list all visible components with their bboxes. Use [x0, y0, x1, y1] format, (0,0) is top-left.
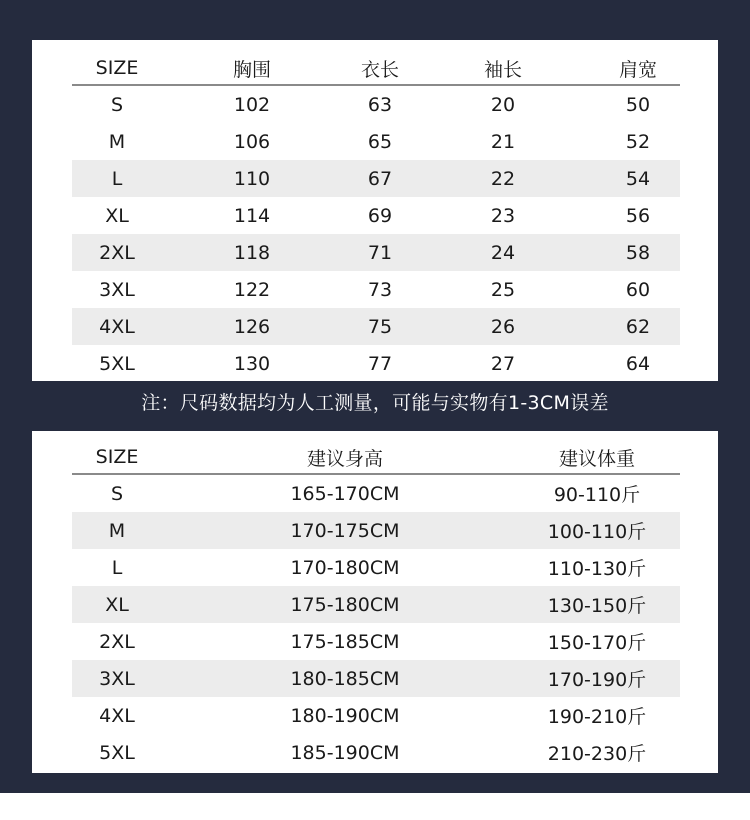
table-row — [72, 697, 680, 734]
fit-recommendation-table — [72, 441, 680, 771]
header-size: SIZE — [95, 57, 139, 79]
cell-size: 4XL — [99, 704, 135, 727]
cell-weight: 210-230斤 — [547, 743, 647, 765]
cell-height: 180-185CM — [290, 667, 400, 690]
cell-size: M — [108, 519, 126, 542]
cell-size: L — [111, 556, 123, 579]
cell-size: 5XL — [99, 741, 135, 764]
cell-shoulder: 52 — [625, 130, 651, 153]
table-row — [72, 475, 680, 512]
cell-weight: 100-110斤 — [547, 521, 647, 543]
cell-length: 69 — [367, 204, 393, 227]
cell-size: XL — [105, 593, 129, 616]
cell-height: 180-190CM — [290, 704, 400, 727]
cell-size: XL — [105, 204, 129, 227]
cell-size: M — [108, 130, 126, 153]
table-row — [72, 123, 680, 160]
cell-length: 65 — [367, 130, 393, 153]
cell-weight: 130-150斤 — [547, 595, 647, 617]
cell-sleeve: 22 — [490, 167, 516, 190]
cell-length: 63 — [367, 93, 393, 116]
cell-sleeve: 20 — [490, 93, 516, 116]
cell-height: 165-170CM — [290, 482, 400, 505]
cell-chest: 102 — [233, 93, 271, 116]
cell-chest: 114 — [233, 204, 271, 227]
table-row — [72, 660, 680, 697]
table-row — [72, 86, 680, 123]
header-sleeve: 袖长 — [483, 58, 522, 81]
table-row — [72, 734, 680, 771]
cell-length: 71 — [367, 241, 393, 264]
measurement-note: 注：尺码数据均为人工测量，可能与实物有1-3CM误差 — [141, 392, 609, 414]
table-row — [72, 345, 680, 382]
cell-chest: 122 — [233, 278, 271, 301]
table-header — [72, 441, 680, 475]
cell-chest: 110 — [233, 167, 271, 190]
cell-shoulder: 50 — [625, 93, 651, 116]
cell-sleeve: 26 — [490, 315, 516, 338]
cell-length: 77 — [367, 352, 393, 375]
cell-height: 170-180CM — [290, 556, 400, 579]
header-length: 衣长 — [360, 58, 399, 81]
cell-weight: 170-190斤 — [547, 669, 647, 691]
table-row — [72, 271, 680, 308]
cell-height: 170-175CM — [290, 519, 400, 542]
header-shoulder: 肩宽 — [618, 58, 657, 81]
cell-sleeve: 27 — [490, 352, 516, 375]
cell-shoulder: 58 — [625, 241, 651, 264]
header-height: 建议身高 — [306, 447, 383, 470]
cell-size: 3XL — [99, 667, 135, 690]
cell-height: 175-180CM — [290, 593, 400, 616]
cell-size: S — [110, 93, 124, 116]
cell-height: 185-190CM — [290, 741, 400, 764]
table-row — [72, 623, 680, 660]
cell-sleeve: 24 — [490, 241, 516, 264]
cell-size: S — [110, 482, 124, 505]
table-row — [72, 308, 680, 345]
header-weight: 建议体重 — [558, 447, 635, 470]
cell-chest: 130 — [233, 352, 271, 375]
cell-weight: 150-170斤 — [547, 632, 647, 654]
table-row — [72, 549, 680, 586]
cell-shoulder: 64 — [625, 352, 651, 375]
cell-sleeve: 21 — [490, 130, 516, 153]
size-measurement-panel — [32, 40, 718, 381]
cell-size: 4XL — [99, 315, 135, 338]
header-size: SIZE — [95, 446, 139, 468]
cell-weight: 110-130斤 — [547, 558, 647, 580]
cell-sleeve: 23 — [490, 204, 516, 227]
cell-size: 3XL — [99, 278, 135, 301]
cell-chest: 106 — [233, 130, 271, 153]
cell-height: 175-185CM — [290, 630, 400, 653]
table-row — [72, 586, 680, 623]
cell-sleeve: 25 — [490, 278, 516, 301]
cell-weight: 90-110斤 — [553, 484, 641, 506]
cell-shoulder: 62 — [625, 315, 651, 338]
cell-chest: 118 — [233, 241, 271, 264]
table-row — [72, 160, 680, 197]
table-row — [72, 512, 680, 549]
cell-shoulder: 54 — [625, 167, 651, 190]
table-row — [72, 234, 680, 271]
cell-size: 5XL — [99, 352, 135, 375]
cell-chest: 126 — [233, 315, 271, 338]
cell-size: 2XL — [99, 241, 135, 264]
fit-recommendation-panel — [32, 431, 718, 773]
header-chest: 胸围 — [232, 58, 271, 81]
cell-shoulder: 60 — [625, 278, 651, 301]
cell-size: 2XL — [99, 630, 135, 653]
cell-length: 75 — [367, 315, 393, 338]
cell-weight: 190-210斤 — [547, 706, 647, 728]
cell-size: L — [111, 167, 123, 190]
cell-length: 73 — [367, 278, 393, 301]
table-row — [72, 197, 680, 234]
table-header — [72, 52, 680, 86]
size-measurement-table — [72, 52, 680, 382]
cell-shoulder: 56 — [625, 204, 651, 227]
cell-length: 67 — [367, 167, 393, 190]
